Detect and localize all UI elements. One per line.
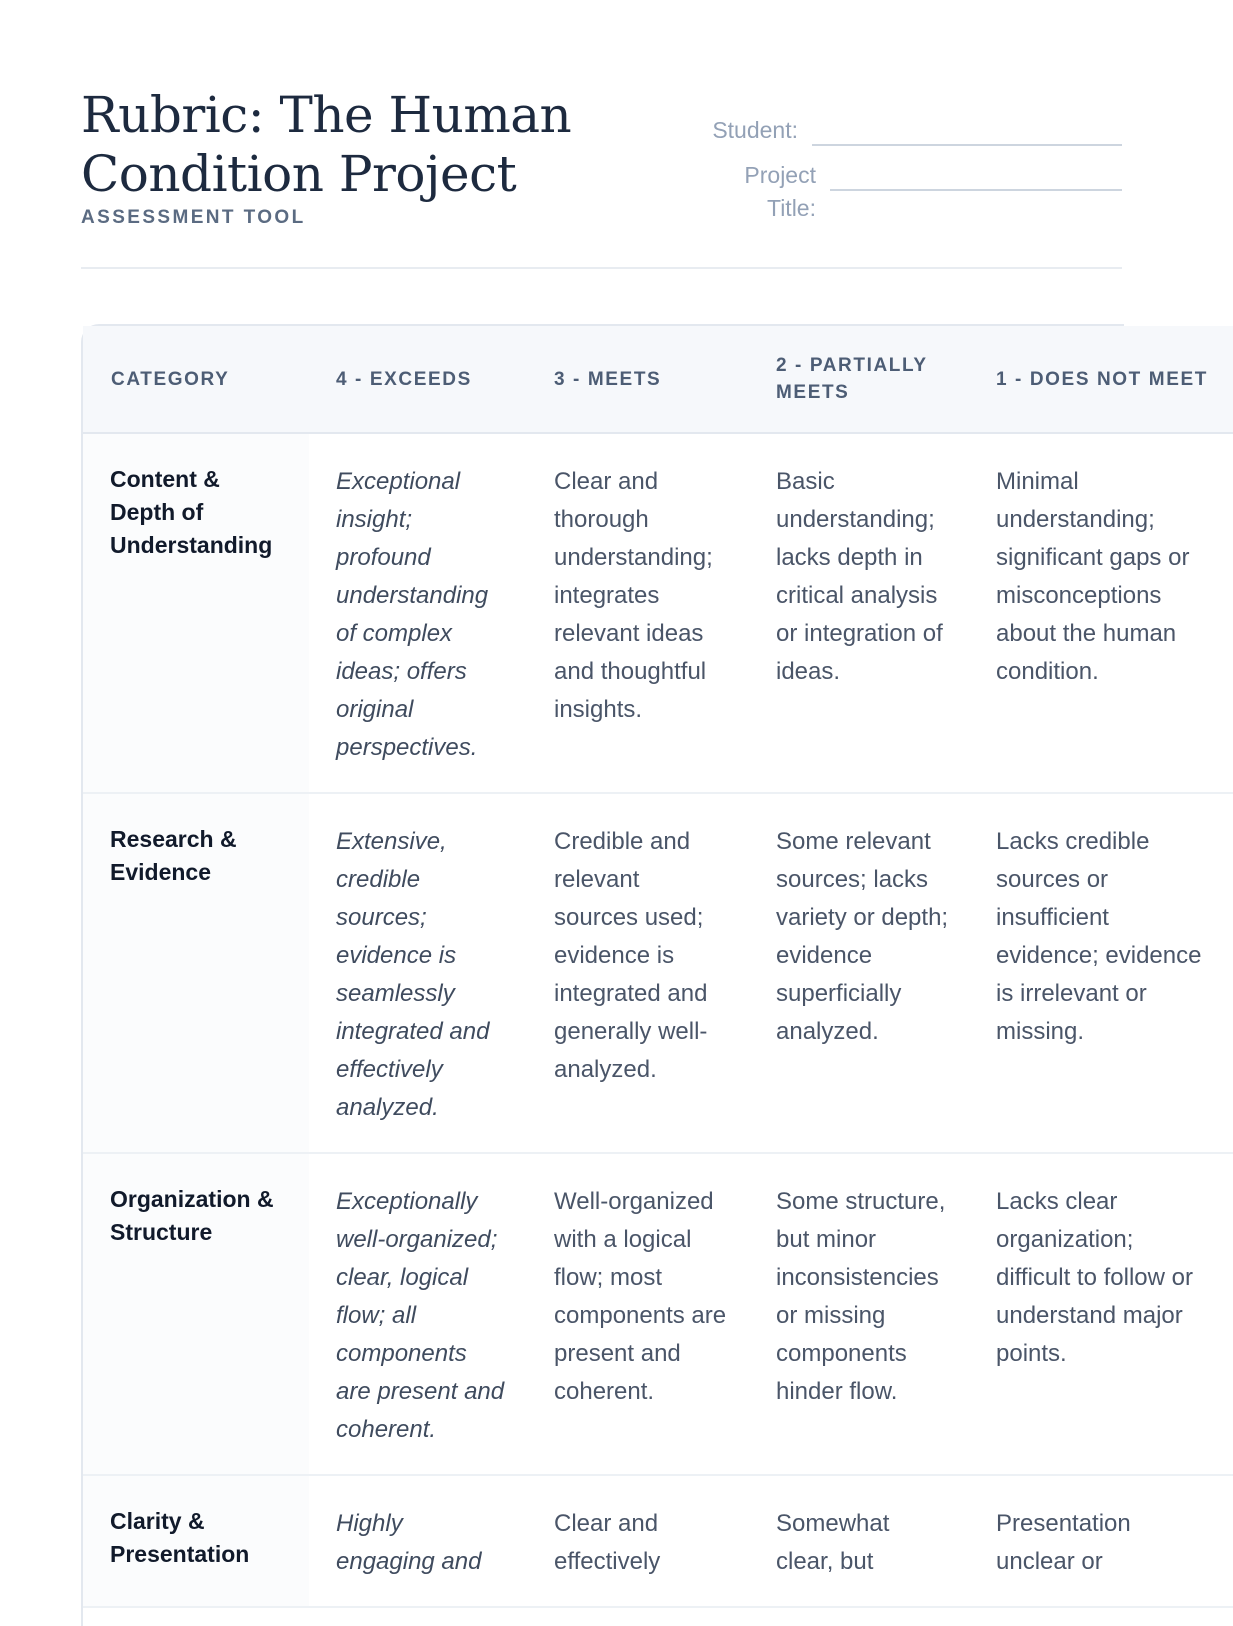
cell-meets: Clear and effectively [527, 1475, 749, 1607]
cell-meets: Clear and thorough understanding; integrates relevant ideas and thoughtful insights. [527, 433, 749, 793]
title-block [81, 86, 601, 229]
cell-meets: Credible and relevant sources used; evidence is integrated and generally well-analyzed. [527, 793, 749, 1153]
header-divider [81, 267, 1122, 269]
table-row [83, 793, 1233, 1153]
student-label: Student: [712, 117, 798, 143]
cell-partially-meets: Some structure, but minor inconsistencies or missing components hinder flow. [749, 1153, 969, 1475]
cell-partially-meets: Somewhat clear, but [749, 1475, 969, 1607]
project-title-label: Project Title: [744, 162, 816, 221]
cell-does-not-meet: Presentation unclear or [969, 1475, 1233, 1607]
cell-does-not-meet: Minimal understanding; significant gaps or misconceptions about the human condition. [969, 433, 1233, 793]
cell-does-not-meet: Lacks credible sources or insufficient evidence; evidence is irrelevant or missing. [969, 793, 1233, 1153]
row-category: Clarity & Presentation [83, 1475, 309, 1607]
cell-partially-meets: Basic understanding; lacks depth in critical analysis or integration of ideas. [749, 433, 969, 793]
page-subtitle: ASSESSMENT TOOL [81, 207, 306, 228]
row-category: Organization & Structure [83, 1153, 309, 1475]
table-row [83, 433, 1233, 793]
table-row [83, 1153, 1233, 1475]
student-input-line[interactable] [812, 114, 1122, 146]
rubric-table-container [81, 324, 1208, 1626]
cell-partially-meets: Some relevant sources; lacks variety or depth; evidence superficially analyzed. [749, 793, 969, 1153]
table-header-row [83, 326, 1233, 433]
row-category: Content & Depth of Understanding [83, 433, 309, 793]
cell-does-not-meet: Lacks clear organization; difficult to follow or understand major points. [969, 1153, 1233, 1475]
table-row [83, 1475, 1233, 1607]
cell-exceeds: Exceptionally well-organized; clear, logical flow; all components are present and coherent. [309, 1153, 527, 1475]
column-header-partially-meets: 2 - PARTIALLY MEETS [749, 326, 969, 433]
cell-exceeds: Exceptional insight; profound understanding of complex ideas; offers original perspectives. [309, 433, 527, 793]
rubric-table [83, 326, 1233, 1608]
meta-fields [692, 114, 1122, 237]
student-field-row [692, 114, 1122, 147]
page-header [81, 86, 1122, 246]
project-title-field-row [692, 159, 1122, 225]
column-header-category: CATEGORY [83, 326, 309, 433]
cell-exceeds: Highly engaging and [309, 1475, 527, 1607]
cell-exceeds: Extensive, credible sources; evidence is seamlessly integrated and effectively analyzed. [309, 793, 527, 1153]
row-category: Research & Evidence [83, 793, 309, 1153]
column-header-does-not-meet: 1 - DOES NOT MEET [969, 326, 1233, 433]
page-title: Rubric: The Human Condition Project [81, 86, 572, 203]
cell-meets: Well-organized with a logical flow; most components are present and coherent. [527, 1153, 749, 1475]
column-header-meets: 3 - MEETS [527, 326, 749, 433]
column-header-exceeds: 4 - EXCEEDS [309, 326, 527, 433]
project-title-input-line[interactable] [830, 159, 1122, 191]
